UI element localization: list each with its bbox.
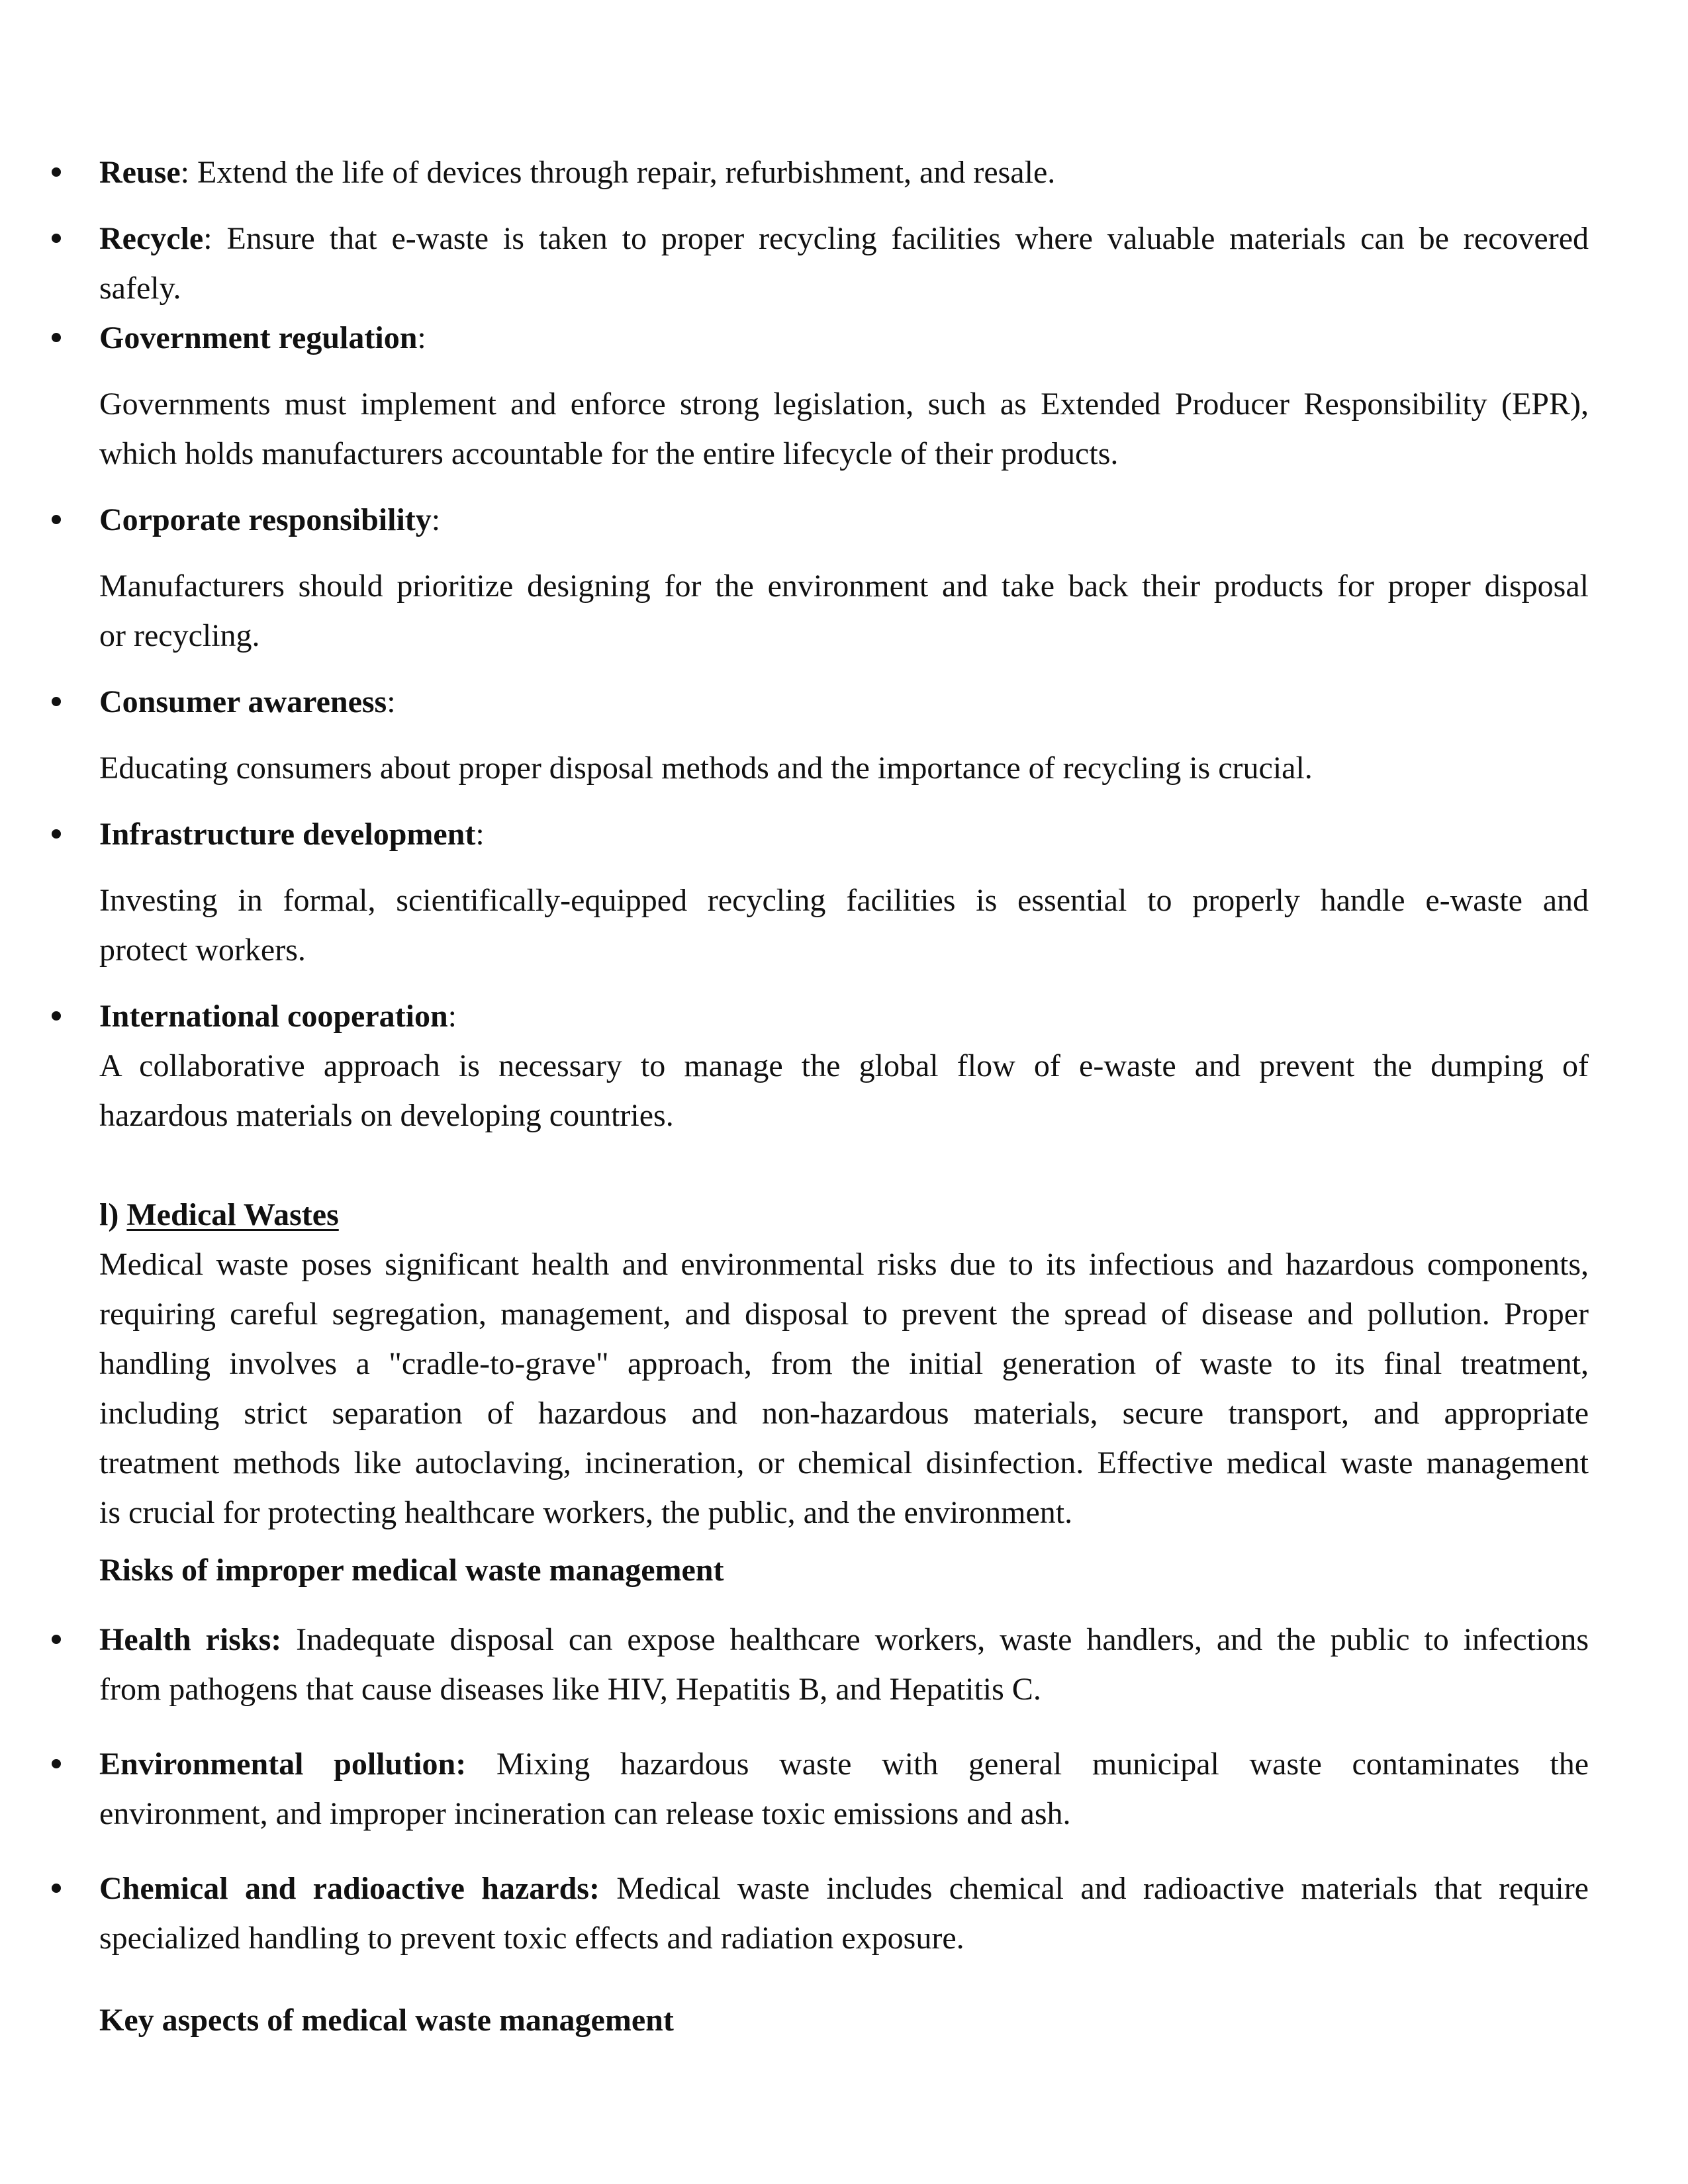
paragraph-line: including strict separation of hazardous and non-hazardous materials, secure transport, and appropriate: [99, 1396, 1589, 1431]
section-heading: [99, 1190, 1589, 1240]
list-item-label: Recycle: [99, 221, 204, 256]
bullet-dot: [52, 234, 61, 243]
subheading-risks: Risks of improper medical waste management: [99, 1553, 724, 1588]
list-item-corporate-responsibility: Corporate responsibility:: [99, 502, 441, 537]
section-prefix: l): [99, 1197, 119, 1232]
list-item-text: Medical waste includes chemical and radioactive materials that require: [599, 1871, 1589, 1906]
list-item-infrastructure-development: Infrastructure development:: [99, 817, 485, 852]
bullet-dot: [52, 1759, 61, 1768]
paragraph-line: requiring careful segregation, management, and disposal to prevent the spread of disease and pollution. Proper: [99, 1297, 1589, 1332]
paragraph-line: Medical waste poses significant health and environmental risks due to its infectious and hazardous components,: [99, 1247, 1589, 1282]
list-item-reuse: [99, 148, 1589, 197]
bullet-dot: [52, 1884, 61, 1893]
paragraph-line: Educating consumers about proper disposal methods and the importance of recycling is crucial.: [99, 751, 1313, 786]
paragraph-line: Investing in formal, scientifically-equipped recycling facilities is essential to properly handle e-waste and: [99, 883, 1589, 918]
list-item-label: Corporate responsibility: [99, 502, 432, 537]
list-item-label: International cooperation: [99, 999, 448, 1034]
paragraph-line: or recycling.: [99, 618, 260, 653]
list-item-health-risks: [99, 1615, 1589, 1664]
list-item-text-continued: safely.: [99, 271, 181, 306]
list-item-text: Mixing hazardous waste with general municipal waste contaminates the: [466, 1747, 1589, 1782]
list-item-text: : Extend the life of devices through repair, refurbishment, and resale.: [180, 155, 1056, 190]
paragraph-line: handling involves a "cradle-to-grave" approach, from the initial generation of waste to its final treatment,: [99, 1346, 1589, 1381]
list-item-chemical-hazards: [99, 1864, 1589, 1913]
list-item-label: Health risks:: [99, 1622, 282, 1657]
paragraph-line: protect workers.: [99, 933, 306, 968]
bullet-dot: [52, 515, 61, 524]
list-item-environmental-pollution: [99, 1739, 1589, 1789]
list-item-text-continued: environment, and improper incineration can release toxic emissions and ash.: [99, 1796, 1071, 1831]
list-item-label: Chemical and radioactive hazards:: [99, 1871, 600, 1906]
list-item-label: Consumer awareness: [99, 684, 387, 719]
list-item-label: Reuse: [99, 155, 181, 190]
list-item-government-regulation: Government regulation:: [99, 320, 426, 355]
paragraph-line: Governments must implement and enforce strong legislation, such as Extended Producer Responsibility (EPR),: [99, 387, 1589, 422]
bullet-dot: [52, 1635, 61, 1644]
subheading-key-aspects: Key aspects of medical waste management: [99, 2003, 674, 2038]
list-item-label: Environmental pollution:: [99, 1747, 467, 1782]
list-item-label: Government regulation: [99, 320, 418, 355]
list-item-text: : Ensure that e-waste is taken to proper recycling facilities where valuable materials can be recovered: [203, 221, 1589, 256]
list-item-text: Inadequate disposal can expose healthcare workers, waste handlers, and the public to infections: [281, 1622, 1589, 1657]
bullet-dot: [52, 1011, 61, 1021]
bullet-dot: [52, 829, 61, 839]
bullet-dot: [52, 167, 61, 177]
paragraph-line: Manufacturers should prioritize designing for the environment and take back their products for proper disposal: [99, 569, 1589, 604]
list-item-text-continued: from pathogens that cause diseases like HIV, Hepatitis B, and Hepatitis C.: [99, 1672, 1041, 1707]
list-item-label: Infrastructure development: [99, 817, 476, 852]
section-title: Medical Wastes: [126, 1197, 339, 1232]
paragraph-line: hazardous materials on developing countries.: [99, 1098, 674, 1133]
list-item-consumer-awareness: Consumer awareness:: [99, 684, 396, 719]
list-item-international-cooperation: International cooperation:: [99, 999, 457, 1034]
paragraph-line: A collaborative approach is necessary to manage the global flow of e-waste and prevent the dumping of: [99, 1048, 1589, 1083]
list-item-recycle: [99, 214, 1589, 263]
bullet-dot: [52, 333, 61, 342]
bullet-dot: [52, 697, 61, 706]
paragraph-line: treatment methods like autoclaving, incineration, or chemical disinfection. Effective medical waste management: [99, 1445, 1589, 1480]
paragraph-line: which holds manufacturers accountable for the entire lifecycle of their products.: [99, 436, 1119, 471]
list-item-text-continued: specialized handling to prevent toxic effects and radiation exposure.: [99, 1921, 964, 1956]
paragraph-line: is crucial for protecting healthcare workers, the public, and the environment.: [99, 1495, 1073, 1530]
